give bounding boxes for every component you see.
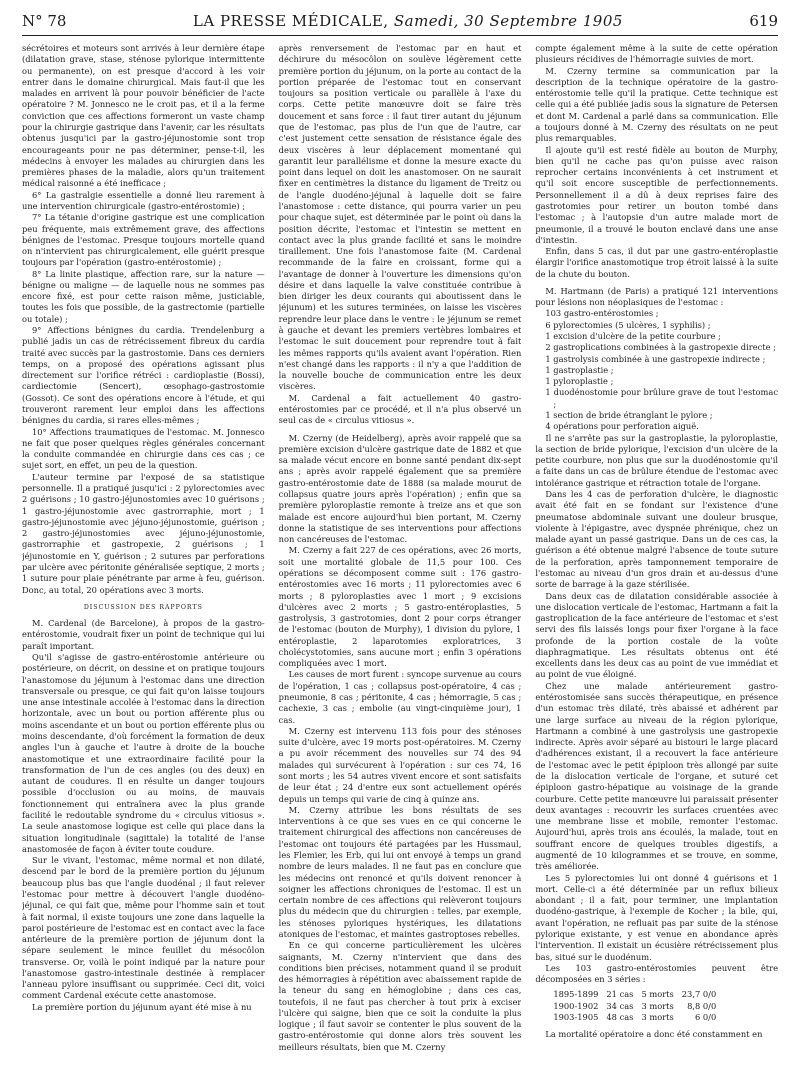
paragraph: Dans les 4 cas de perforation d'ulcère, le diagnostic avait été fait en se fondant sur l'existence d'une pneumatose abdominale suivant une douleur brusque, violente à l'épigastre, avec dyspnée phrénique, chez un malade ayant un passé gastrique. Dans un de ces cas, la guérison a été obtenue malgré l'absence de toute suture de la perforation, après tamponnement temporaire de l'estomac au niveau d'un gros drain et au-dessus d'une sorte de barrage à la gaze stérilisée. (535, 488, 779, 590)
paragraph: Les 103 gastro-entérostomies peuvent être décomposées en 3 séries : (535, 962, 779, 985)
column-1 (22, 43, 265, 1073)
page-header (22, 12, 778, 36)
paragraph: Il ajoute qu'il est resté fidèle au bouton de Murphy, bien qu'il ne cache pas qu'on puisse avec raison reprocher certains inconvénients à cet instrument et qu'il soit encore susceptible de perfectionnements. Personnellement il a dû à deux reprises faire des gastrotomies pour retirer un bouton tombé dans l'estomac ; à l'autopsie d'un autre malade mort de pneumonie, il a trouvé le bouton enclavé dans une anse d'intestin. (535, 144, 779, 245)
paragraph: M. Cardenal (de Barcelone), à propos de la gastro-entérostomie, voudrait fixer un point de technique qui lui paraît important. (22, 618, 265, 651)
series-years: 1895-1899 (553, 989, 599, 1000)
issue-number: N° 78 (22, 12, 67, 30)
list-item: 4 opérations pour perforation aiguë. (545, 421, 699, 432)
paragraph: M. Czerny a fait 227 de ces opérations, avec 26 morts, soit une mortalité globale de 11,5 pour 100. Ces opérations se décomposent comme suit : 176 gastro-entérostomies avec 16 morts ; 11 pylorectomies avec 6 morts ; 8 pyloroplasties avec 1 mort ; 9 excisions d'ulcères avec 2 morts ; 5 gastro-entéroplasties, 5 gastrolysis, 3 gastrotomies, dont 2 pour corps étranger de l'estomac (bouton de Murphy), 1 division du pylore, 1 entéroplastie, 2 laparotomies exploratrices, 3 cholécystotomies, sans aucune mort ; enfin 3 opérations compliquées avec 1 mort. (278, 545, 522, 669)
column-2 (279, 43, 522, 1073)
paragraph: 6° La gastralgie essentielle a donné lieu rarement à une intervention chirurgicale (gastro-entérostomie) ; (22, 189, 265, 211)
paragraph: Il ne s'arrête pas sur la gastroplastie, la pyloroplastie, la section de bride pylorique, l'excision d'un ulcère de la petite courbure, non plus que sur la duodénostomie qu'il a faite dans un cas de brûlure étendue de l'estomac avec intolérance gastrique et rétraction totale de l'organe. (535, 432, 779, 488)
series-years: 1903-1905 (553, 1011, 599, 1022)
list-item: 1 gastroplastie ; (545, 364, 614, 375)
page-number: 619 (749, 12, 778, 30)
series-cases: 34 cas (606, 1000, 634, 1011)
paragraph: En ce qui concerne particulièrement les ulcères saignants, M. Czerny n'intervient que dans des conditions bien précises, notamment quand il se produit des hémorragies à répétition avec abaissement rapide de la teneur du sang en hémoglobine ; dans ces cas, toutefois, il ne faut pas chercher à tout prix à exciser l'ulcère qui saigne, bien que ce soit la conduite la plus logique ; il faut savoir se contenter le plus souvent de la gastro-entérostomie qui donne alors très souvent les meilleurs résultats, bien que M. Czerny (278, 940, 522, 1052)
paragraph: sécrétoires et moteurs sont arrivés à leur dernière étape (dilatation grave, stase, sténose pylorique intermittente ou permanente), on est presque d'accord à les voir entrer dans le domaine chirurgical. Mais faut-il que les malades en arrivent là pour pouvoir bénéficier de l'acte opératoire ? M. Jonnesco ne le croit pas, et il a la ferme conviction que ces affections formeront un vaste champ pour la chirurgie gastrique dans l'avenir, car les résultats obtenus jusqu'ici par la gastro-jéjunostomie sont trop encourageants pour ne pas déterminer, pense-t-il, les médecins à envoyer les malades au chirurgien dans les premières phases de la maladie, alors qu'un traitement médical raisonné a été inefficace ; (22, 43, 265, 189)
paragraph: 10° Affections traumatiques de l'estomac. M. Jonnesco ne fait que poser quelques règles générales concernant la conduite commandée en chirurgie dans ces cas ; ce sujet sort, en effet, un peu de la question. (22, 426, 265, 471)
paragraph: Chez une malade antérieurement gastro-entérostomisée sans succès thérapeutique, en présence d'un estomac très dilaté, très abaissé et adhérent par une large surface au niveau de la région pylorique, Hartmann a combiné à une gastrolysis une gastropexie indirecte. Après avoir séparé au bistouri le large placard d'adhérences existant, il a recouvert la face antérieure de l'estomac avec le petit épiploon très allongé par suite de la dislocation verticale de l'organe, et suturé cet épiploon gastro-hépatique au voisinage de la grande courbure. Cette petite manœuvre lui paraissait présenter deux avantages : recouvrir les surfaces cruentées avec une membrane lisse et mobile, remonter l'estomac. Aujourd'hui, après trois ans écoulés, la malade, tout en souffrant encore de quelques troubles digestifs, a augmenté de 10 kilogrammes et se trouve, en somme, très améliorée. (535, 680, 779, 872)
paragraph: Les 5 pylorectomies lui ont donné 4 guérisons et 1 mort. Celle-ci a été déterminée par un reflux bilieux abondant ; il a fait, pour terminer, une implantation duodéno-gastrique, à l'exemple de Kocher ; la bile, qui, avant l'opération, ne refluait pas par suite de la sténose pylorique existante, y est venue en abondance après l'intervention. Il existait un écusière rétrécissement plus bas, situé sur le duodénum. (535, 872, 779, 962)
series-years: 1900-1902 (553, 1000, 599, 1011)
paragraph: M. Hartmann (de Paris) a pratiqué 121 interventions pour lésions non néoplasiques de l'estomac : (535, 285, 779, 308)
paragraph: 7° La tétanie d'origine gastrique est une complication peu fréquente, mais extrêmement grave, des affections bénignes de l'estomac. Presque toujours mortelle quand on n'intervient pas chirurgicalement, elle guérit presque toujours par l'opération (gastro-entérostomie) ; (22, 212, 265, 268)
paragraph: M. Czerny termine sa communication par la description de la technique opératoire de la gastro-entérostomie telle qu'il la pratique. Cette technique est celle qui a été publiée jadis sous la signature de Petersen et dont M. Cardenal a parlé dans sa communication. Elle a toujours donné à M. Czerny des résultats on ne peut plus remarquables. (535, 65, 779, 144)
paragraph: Sur le vivant, l'estomac, même normal et non dilaté, descend par le bord de la première portion du jéjunum beaucoup plus bas que l'angle duodénal ; il faut relever l'estomac pour mettre à découvert l'angle duodéno-jéjunal, ce qui fait que, même pour l'homme sain et tout à fait normal, il existe toujours une zone dans laquelle la paroi postérieure de l'estomac est en contact avec la face antérieure de la première portion de jéjunum dont la sépare seulement le mince feuillet du mésocôlon transverse. Or, voilà le point indiqué par la nature pour l'anastomose gastro-intestinale destinée à remplacer l'anneau pylore insuffisant ou supprimée. Ceci dit, voici comment Cardenal exécute cette anastomose. (22, 855, 265, 1001)
list-item: 1 pyloroplastie ; (545, 376, 614, 387)
paragraph: Qu'il s'agisse de gastro-entérostomie antérieure ou postérieure, on décrit, on dessine et on pratique toujours l'anastomose du jéjunum à l'estomac dans une direction transversale ou presque, ce qui fait qu'on laisse toujours une anse intestinale accolée à l'estomac dans la direction horizontale, avec un bout ou portion afférente plus ou moins ascendante et un bout ou portion efférente plus ou moins descendante, d'où forcément la formation de deux angles l'un à gauche et l'autre à droite de la bouche anastomotique et une extraordinaire facilité pour la transformation de l'un de ces angles (ou des deux) en autant de coudures. Il en résulte un danger toujours possible d'occlusion ou au moins, de mauvais fonctionnement qui entraînera avec la plus grande facilité le redoutable syndrome du « circulus vitiosus ». La seule anastomose logique est celle qui place dans la situation longitudinale (sagittale) la totalité de l'anse anastomosée de façon à éviter toute coudure. (22, 652, 265, 854)
paragraph: M. Czerny (de Heidelberg), après avoir rappelé que sa première excision d'ulcère gastrique date de 1882 et que sa malade vécut encore en bonne santé pendant dix-sept ans ; après avoir rappelé également que sa première gastro-entérostomie date de 1888 (sa malade mourut de collapsus quatre jours après l'opération) ; enfin que sa première pyloroplastie remonte à treize ans et que son malade est encore aujourd'hui bien portant, M. Czerny donne la statistique de ses interventions pour affections non cancéreuses de l'estomac. (278, 432, 522, 545)
list-item: 103 gastro-entérostomies ; (545, 308, 659, 319)
journal-title: LA PRESSE MÉDICALE (192, 12, 384, 30)
paragraph: Dans deux cas de dilatation considérable associée à une dislocation verticale de l'estomac, Hartmann a fait la gastroplication de la face antérieure de l'estomac et s'est servi des fils laissés longs pour fixer l'organe à la face profonde de la portion costale de la voûte diaphragmatique. Les résultats obtenus ont été excellents dans les deux cas au point de vue immédiat et au point de vue éloigné. (535, 590, 779, 680)
section-heading: DISCUSSION DES RAPPORTS (83, 603, 203, 611)
series-deaths: 5 morts (641, 989, 674, 1000)
paragraph: M. Czerny attribue les bons résultats de ses interventions à ce que ses vues en ce qui concerne le traitement chirurgical des affections non cancéreuses de l'estomac ont toujours été partagées par les Hussmaul, les Flemier, les Erb, qui lui ont envoyé à temps un grand nombre de leurs malades. Il ne faut pas en conclure que les médecins ont renoncé et qu'ils doivent renoncer à soigner les affections chroniques de l'estomac. Il est un certain nombre de ces affections qui relèveront toujours plus du médecin que du chirurgien : telles, par exemple, les sténoses pyloriques hystériques, les dilatations atoniques de l'estomac, et maintes gastroptoses rebelles. (278, 804, 522, 939)
paragraph: Enfin, dans 5 cas, il dut par une gastro-entéroplastie élargir l'orifice anastomotique trop étroit laissé à la suite de la chute du bouton. (535, 246, 779, 279)
series-rate: 8,8 0/0 (687, 1000, 717, 1011)
mortality-series-table (553, 989, 724, 1023)
paragraph: L'auteur termine par l'exposé de sa statistique personnelle. Il a pratiqué jusqu'ici : 2 pylorectomies avec 2 guérisons ; 10 gastro-jéjunostomies avec 10 guérisons ; 1 gastro-jéjunostomie avec gastrorraphie, mort ; 1 gastro-jéjunostomie avec jéjuno-jéjunostomie, guérison ; 2 gastro-jéjunostomies avec jéjuno-jéjunostomie, gastrorraphie et gastropexie, 2 guérisons ; 1 jéjunostomie en Y, guérison ; 2 sutures par perforations par ulcère avec péritonite généralisée septique, 2 morts ; 1 suture pour plaie pénétrante par arme à feu, guérison. Donc, au total, 20 opérations avec 3 morts. (22, 471, 265, 595)
column-3 (535, 43, 778, 1073)
series-cases: 48 cas (606, 1011, 634, 1022)
paragraph: La première portion du jéjunum ayant été mise à nu (32, 1001, 252, 1012)
list-item: 6 pylorectomies (5 ulcères, 1 syphilis) ; (545, 319, 711, 330)
series-cases: 21 cas (606, 989, 634, 1000)
list-item: 1 section de bride étranglant le pylore ; (545, 410, 713, 420)
series-rate: 23,7 0/0 (681, 989, 717, 1000)
series-deaths: 3 morts (641, 1011, 674, 1022)
table-row (553, 989, 724, 1000)
journal-masthead: LA PRESSE MÉDICALE, Samedi, 30 Septembre 1905 (192, 12, 623, 30)
paragraph: Les causes de mort furent : syncope survenue au cours de l'opération, 1 cas ; collapsus post-opératoire, 4 cas ; pneumonie, 8 cas ; péritonite, 4 cas ; hémorragie, 5 cas ; cachexie, 3 cas ; embolie (au vingt-cinquième jour), 1 cas. (278, 669, 522, 725)
list-item: 2 gastroplications combinées à la gastropexie directe ; (545, 342, 776, 353)
list-item: 1 excision d'ulcère de la petite courbure ; (545, 331, 721, 342)
paragraph: M. Cardenal a fait actuellement 40 gastro-entérostomies par ce procédé, et il n'a plus observé un seul cas de « circulus vitiosus ». (278, 392, 522, 426)
paragraph: compte également même à la suite de cette opération plusieurs récidives de l'hémorragie suivies de mort. (535, 43, 779, 65)
paragraph: 9° Affections bénignes du cardia. Trendelenburg a publié jadis un cas de rétrécissement fibreux du cardia traité avec succès par la gastrostomie. Dans ces derniers temps, on a proposé des opérations agissant plus directement sur l'orifice rétréci : cardioplastie (Bossi), cardiectomie (Sencert), œsophago-gastrostomie (Gossot). Ce sont des opérations encore à l'étude, et qui trouveront rarement leur emploi dans les affections bénignes du cardia, si rares elles-mêmes ; (22, 325, 265, 426)
paragraph: après renversement de l'estomac par en haut et déchirure du mésocôlon on soulève légèrement cette première portion du jéjunum, on la porte au contact de la portion préparée de l'estomac tout en conservant toujours sa position verticale ou parallèle à l'axe du corps. Cette petite manœuvre doit se faire très doucement et sans force : il faut tirer autant du jéjunum que de l'estomac, pas plus de l'un que de l'autre, car c'est justement cette sensation de résistance égale des deux viscères à leur déplacement momentané qui garantit leur parallélisme et donne la mesure exacte du point dans lequel on doit les anastomoser. On ne saurait fixer en centimètres la distance du ligament de Treitz ou de l'angle duodéno-jéjunal à laquelle doit se faire l'anastomose : cette distance, qui pourra varier un peu pour chaque sujet, est déterminée par le point où dans la position décrite, l'estomac et l'intestin se mettent en contact avec la plus grande facilité et sans le moindre tiraillement. Une fois l'anastomose faite (M. Cardenal recommande de la faire en croissant, forme qui a l'avantage de donner à l'ouverture les dimensions qu'on désire et dans laquelle la valve constituée contribue à bien diriger les deux courants qui aboutissent dans le jéjunum) et les sutures terminées, on laisse les viscères reprendre leur place dans le ventre : le jéjunum se remet à gauche et devant les premiers vertèbres lombaires et l'estomac le suit doucement pour reprendre tout à fait les mêmes rapports qu'ils avaient avant l'opération. Rien n'est changé dans les rapports : il n'y a que l'addition de la nouvelle bouche de communication entre les deux viscères. (278, 43, 522, 392)
paragraph: La mortalité opératoire a donc été constamment en (545, 1029, 763, 1040)
text-columns (22, 43, 778, 1073)
series-deaths: 3 morts (641, 1000, 674, 1011)
list-item: 1 gastrolysis combinée à une gastropexie indirecte ; (545, 353, 766, 364)
list-item: 1 duodénostomie pour brûlure grave de tout l'estomac ; (545, 387, 779, 409)
operations-list (535, 308, 778, 432)
paragraph: M. Czerny est intervenu 113 fois pour des sténoses suite d'ulcère, avec 19 morts post-opératoires. M. Czerny a pu avoir récemment des nouvelles sur 74 des 94 malades qui survécurent à l'opération : sur ces 74, 16 sont morts ; les 54 autres vivent encore et sont satisfaits de leur état ; 24 d'entre eux sont actuellement opérés depuis un temps qui varie de cinq à quinze ans. (278, 725, 522, 804)
paragraph: 8° La linite plastique, affection rare, sur la nature — bénigne ou maligne — de laquelle nous ne sommes pas encore fixé, est pour cette raison même, justiciable, toutes les fois que possible, de la gastrectomie (partielle ou totale) ; (22, 268, 265, 324)
table-row (553, 1012, 724, 1023)
series-rate: 6 0/0 (694, 1011, 717, 1022)
issue-date: Samedi, 30 Septembre 1905 (393, 12, 623, 30)
table-row (553, 1001, 724, 1012)
